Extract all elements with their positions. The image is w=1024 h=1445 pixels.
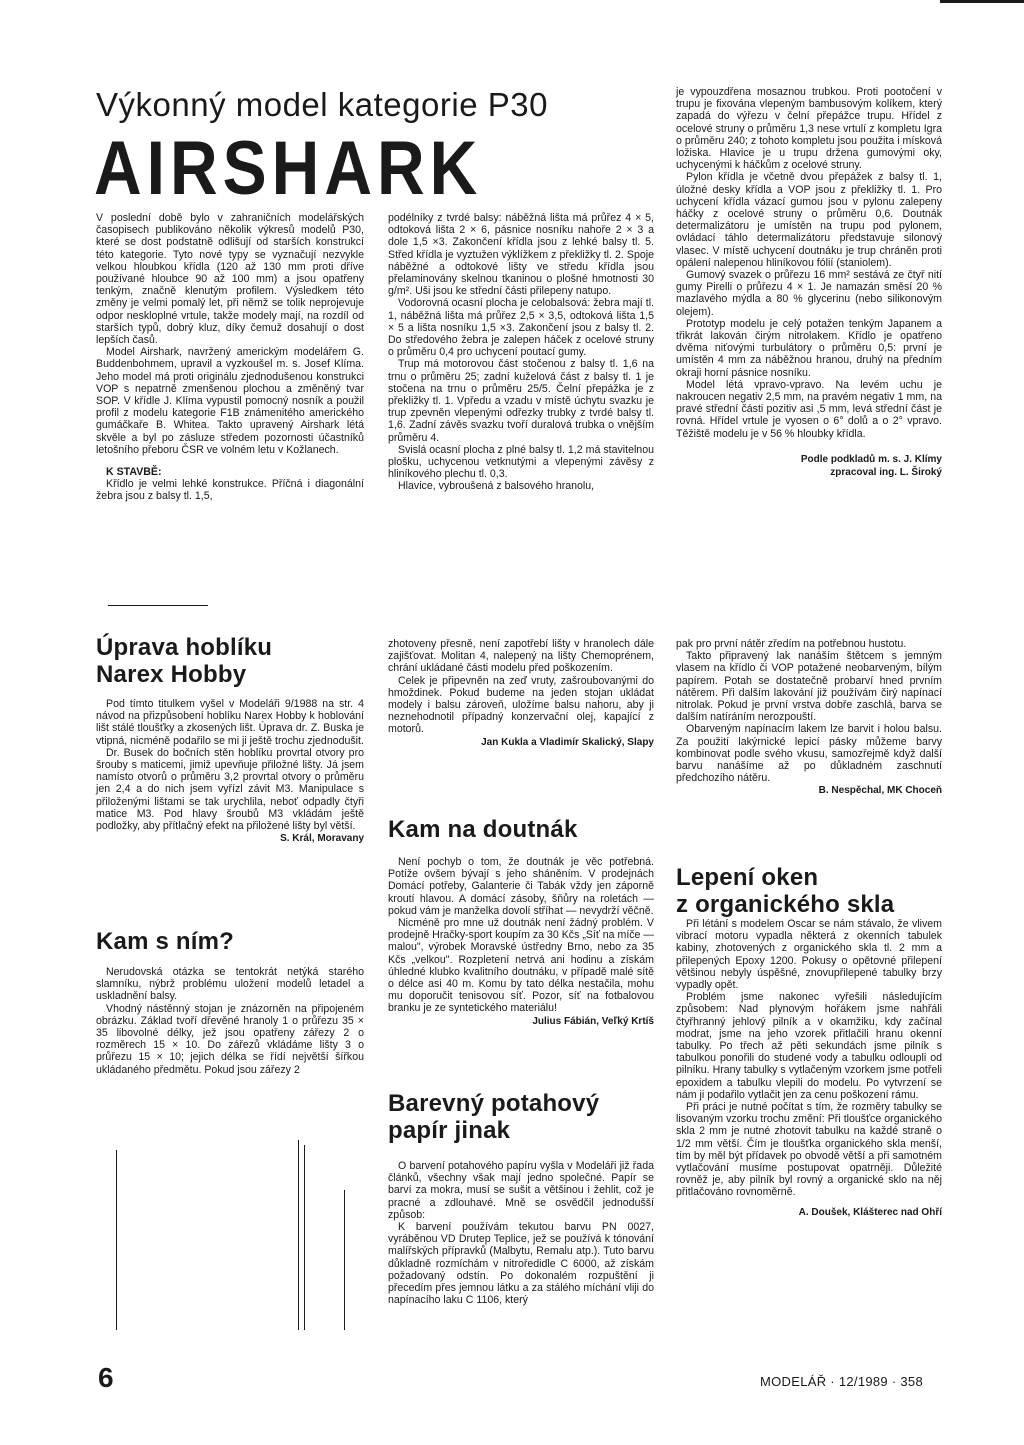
okna-paragraph: Při létání s modelem Oscar se nám stávalo, že vlivem vibrací motoru vypadla některá z okenních tabulek kabiny, zhotovených z organického skla tl. 2 mm a přilepených Epoxy 1200. Pokusy o opětovné přilepení většinou nebyly úspěšné, znovupřilepené tabulky brzy vypadly opět. xyxy=(676,918,942,992)
airshark-paragraph: Hlavice, vybroušená z balsového hranolu, xyxy=(398,480,595,493)
stand-drawing-line xyxy=(116,1150,117,1330)
airshark-paragraph: Pylon křídla je včetně dvou přepážek z balsy tl. 1, úložné desky křídla a VOP jsou z překližky tl. 1. Pro uchycení křídla vázací gumou jsou v pylonu zalepeny háčky z ocelové struny o průměru 0,6. Doutnák determalizátoru je umístěn na trupu pod pylonem, ovládací táhlo determalizátoru představuje silonový vlasec. V místě uchycení doutnáku je trup chráněn proti opálení nalepenou hliníkovou fólií (staniolem). xyxy=(676,171,942,269)
airshark-paragraph: Model létá vpravo-vpravo. Na levém uchu je nakroucen negativ 2,5 mm, na pravém negativ 1 mm, na pravé střední části pozitiv asi ,5 mm, levá střední část je rovná. Hřídel vrtule je vyosen o 6° dolů a o 2° vpravo. Těžiště modelu je v 56 % hloubky křídla. xyxy=(676,378,942,440)
article-kicker: Výkonný model kategorie P30 xyxy=(96,86,548,123)
barevny-column xyxy=(388,1160,654,1306)
stand-drawing-line xyxy=(344,1190,345,1330)
doutnak-paragraph: Není pochyb o tom, že doutnák je věc potřebná. Potíže ovšem bývají s jeho sháněním. V prodejnách Domácí potřeby, Galanterie či Tabák vždy jen záporně kroutí hlavou. A domácí zásoby, šňůry na roletách — pokud vám je manželka dovolí stříhat — nevydrží věčně. xyxy=(388,856,654,917)
hoblik-title xyxy=(96,634,366,688)
airshark-paragraph: Křídlo je velmi lehké konstrukce. Příčná i diagonální žebra jsou z balsy tl. 1,5, xyxy=(96,478,364,503)
airshark-paragraph: je vypouzdřena mosaznou trubkou. Proti pootočení v trupu je fixována vlepeným bambusovým kolíkem, který zapadá do výřezu v čelní přepážce trupu. Hřídel z ocelové struny o průměru 1,3 nese vrtulí z kompletu Igra o průměru 240; z tohoto kompletu jsou použita i mísková ložiska. Hlavice je u trupu držena gumovými oky, uchycenými k háčkům z ocelové struny. xyxy=(676,86,942,172)
kam-paragraph: Vhodný nástěnný stojan je znázorněn na připojeném obrázku. Základ tvoří dřevěné hranoly 1 o průřezu 35 × 35 libovolné délky, jež jsou opatřeny zářezy 2 o rozměrech 15 × 10. Do zářezů vkládáme lišty 3 o průřezu 15 × 10; jejich délka se řídí největší šířkou ukládaného předmětu. Pokud jsou zářezy 2 xyxy=(96,1002,364,1076)
magazine-issue: MODELÁŘ · 12/1989 · 358 xyxy=(760,1374,923,1389)
okna-column xyxy=(676,918,942,1219)
airshark-paragraph: Svislá ocasní plocha z plné balsy tl. 1,2 má stavitelnou plošku, uchycenou vetknutými a vlepenými závěsy z hliníkového plechu tl. 0,3. xyxy=(388,443,654,481)
stand-drawing-line xyxy=(298,1140,299,1330)
okna-title-line-1: Lepení oken xyxy=(676,864,819,891)
hoblik-title-line-1: Úprava hoblíku xyxy=(96,634,273,661)
hoblik-continuation xyxy=(388,638,654,749)
hoblik-title-line-2: Narex Hobby xyxy=(96,661,247,688)
hoblik-signature: S. Král, Moravany xyxy=(280,833,364,845)
doutnak-column xyxy=(388,856,654,1028)
airshark-signature-2: zpracoval ing. L. Široký xyxy=(830,467,942,479)
kam-paragraph: Nerudovská otázka se tentokrát netýká starého slamníku, nýbrž problému uložení modelů letadel a uskladnění balsy. xyxy=(96,966,364,1003)
top-edge-bar xyxy=(940,0,1024,3)
hoblik-paragraph: zhotoveny přesně, není zapotřebí lišty v hranolech dále zajišťovat. Molitan 4, nalepený na lišty Chemoprénem, chrání ukládané části modelu před poškozením. xyxy=(388,638,654,675)
okna-title xyxy=(676,864,946,918)
article-title: AIRSHARK xyxy=(94,125,483,211)
airshark-paragraph: Gumový svazek o průřezu 16 mm² sestává ze čtyř nití gumy Pirelli o průřezu 4 × 1. Je namazán směsí 20 % mazlavého mýdla a 80 % glycerinu (nebo silikonovým olejem). xyxy=(676,269,942,318)
airshark-paragraph: Prototyp modelu je celý potažen tenkým Japanem a třikrát lakován čirým nitrolakem. Křídlo je opatřeno dvěma niťovými turbulátory o průměru 0,5: první je umístěn 4 mm za náběžnou hranou, druhý na předním okraji horní pásnice nosníku. xyxy=(676,317,942,379)
airshark-paragraph: Trup má motorovou část stočenou z balsy tl. 1,6 na trnu o průměru 25; zadní kuželová část z balsy tl. 1 je stočena na trnu o průměru 25/5. Čelní přepážka je z překližky tl. 1. Vpředu a vzadu v místě úchytu svazku je trup zpevněn vlepenými odřezky trubky z tvrdé balsy tl. 1,6. Zadní závěs svazku tvoří duralová trubka o vnějším průměru 4. xyxy=(388,358,654,444)
doutnak-signature: Julius Fábián, Veľký Krtíš xyxy=(532,1015,654,1027)
okna-title-line-2: z organického skla xyxy=(676,891,895,918)
barevny-signature: B. Nespěchal, MK Choceň xyxy=(818,785,942,797)
construction-subheading: K STAVBĚ: xyxy=(106,466,162,479)
airshark-signature-1: Podle podkladů m. s. J. Klímy xyxy=(800,453,942,465)
airshark-column-2 xyxy=(388,212,654,493)
doutnak-title: Kam na doutnák xyxy=(388,816,578,843)
airshark-paragraph: Model Airshark, navržený americkým modelářem G. Buddenbohmem, upravil a vyzkoušel m. s. Josef Klíma. Jeho model má proti originálu zjednodušenou konstrukci VOP s nepatrně zmenšenou plochou a změněný tvar SOP. V křídle J. Klíma vypustil pomocný nosník a použil profil z modelu kategorie F1B známenitého amerického gumáčkaře B. Whitea. Takto upravený Airshark létá skvěle a byl po zásluze středem pozornosti účastníků letošního přeboru ČSR ve volném letu v Kožlanech. xyxy=(96,346,364,456)
okna-paragraph: Problém jsme nakonec vyřešili následujícím způsobem: Nad plynovým hořákem jsme nahřáli čtyřhranný jehlový pilník a v okamžiku, kdy začínal modrat, jsme na jeho vzorek přitlačili hranu okenní tabulky. Po třech až pěti sekundách jsme pilník s tabulkou ponořili do studené vody a tabulku odloupli od pilníku. Hrany tabulky s vytlačeným vzorkem jsme potřeli epoxidem a tabulku vlepili do modelu. Po vytvrzení se nám ji podařilo vytlačit jen za cenu poškození rámu. xyxy=(676,991,942,1101)
barevny-paragraph: pak pro první nátěr zředím na potřebnou hustotu. xyxy=(676,638,907,650)
barevny-paragraph: K barvení používám tekutou barvu PN 0027, vyráběnou VD Drutep Teplice, jež se používá k tónování malířských přípravků (Malbytu, Remalu atp.). Tuto barvu důkladně rozmíchám v nitroředidle C 6000, až získám požadovaný odstín. Po dokonalém rozpuštění ji přecedím přes jemnou látku a za stálého míchání vliji do napínacího laku C 1106, který xyxy=(388,1221,654,1307)
kam-title: Kam s ním? xyxy=(96,928,235,955)
barevny-continuation xyxy=(676,638,942,798)
airshark-column-3 xyxy=(676,86,942,479)
kam-column xyxy=(96,966,364,1076)
page-number: 6 xyxy=(98,1362,114,1393)
hoblik-paragraph: Pod tímto titulkem vyšel v Modeláři 9/1988 na str. 4 návod na přizpůsobení hoblíku Narex Hobby k hoblování lišt stálé tloušťky a zkosených lišt. Úprava dr. Z. Buska je vtipná, nicméně podařilo se mi ji ještě trochu zjednodušit. xyxy=(96,698,364,747)
barevny-paragraph: Takto připravený lak nanáším štětcem s jemným vlasem na křídlo či VOP potažené neobarveným, bílým papírem. Potah se dostatečně probarví hned prvním nátěrem. Při dalším lakování již používám čirý napínací nitrolak. Pokud je první vrstva dobře zaschlá, barva se dalším natíráním nerozpouští. xyxy=(676,650,942,724)
stand-drawing-line xyxy=(304,1145,305,1330)
airshark-paragraph: Vodorovná ocasní plocha je celobalsová: žebra mají tl. 1, náběžná lišta má průřez 2,5 × 3,5, odtoková lišta 1,5 × 5 a lišta nosníku 1,5 ×3. Zakončení jsou z balsy tl. 2. Do středového žebra je zalepen háček z ocelové struny o průměru 0,4 pro uchycení poutací gumy. xyxy=(388,297,654,359)
barevny-paragraph: O barvení potahového papíru vyšla v Modeláři již řada článků, všechny však mají jedno společné. Papír se barví za mokra, musí se sušit a většinou i žehlit, což je pracné a zdlouhavé. Mně se osvědčil jednodušší způsob: xyxy=(388,1160,654,1221)
hoblik-signature-2: Jan Kukla a Vladimír Skalický, Slapy xyxy=(481,736,654,748)
hoblik-paragraph: Dr. Busek do bočních stěn hoblíku provrtal otvory pro šrouby s maticemi, jimiž upevňuje přiložné lišty. Já jsem namísto otvorů o průměru 3,2 provrtal otvory o průměru jen 2,4 a do nich jsem vyřízl závit M3. Manipulace s přiloženými lištami se tak urychlila, neboť odpadly čtyři matice M3. Pod hlavy šroubů M3 vkládám ještě podložky, aby přítlačný efekt na přiložené lišty byl větší. xyxy=(96,746,364,833)
hoblik-paragraph: Celek je připevněn na zeď vruty, zašroubovanými do hmoždinek. Pokud budeme na jeden stojan ukládat modely i balsu zároveň, uložíme balsu nahoru, aby ji neznehodnotil případný konzervační olej, kapající z motorů. xyxy=(388,674,654,736)
barevny-title-line-1: Barevný potahový xyxy=(388,1090,600,1117)
barevny-title-line-2: papír jinak xyxy=(388,1117,511,1144)
hoblik-column xyxy=(96,698,364,845)
barevny-paragraph: Obarveným napínacím lakem lze barvit i holou balsu. Za použití lakýrnické lepicí pásky můžeme barvy kombinovat podle svého vkusu, samozřejmě když další barvu nanášíme až po důkladném zaschnutí předchozího nátěru. xyxy=(676,723,942,785)
doutnak-paragraph: Nicméně pro mne už doutnák není žádný problém. V prodejně Hračky-sport koupím za 30 Kčs „Síť na míče — malou", výrobek Moravské ústředny Brno, nebo za 35 Kčs „velkou". Rozpletení netrvá ani hodinu a získám úhledné klubko kvalitního doutnáku, v případě malé sítě o délce asi 40 m. Komu by tato délka nestačila, mohu mu doporučit tenisovou síť. Pozor, síť na fotbalovou branku je ze syntetického materiálu! xyxy=(388,917,654,1015)
airshark-column-1 xyxy=(96,212,364,503)
okna-paragraph: Při práci je nutné počítat s tím, že rozměry tabulky se lisovaným vzorku trochu změní: Při tloušťce organického skla 2 mm je nutné zhotovit tabulku na každé straně o 1/2 mm větší. Čím je tloušťka organického skla menší, tím by měl být přídavek po obvodě větší a při samotném vytlačování musíme postupovat opatrněji. Důležité rovněž je, aby pilník byl rovný a organické sklo na něj přitlačováno rovnoměrně. xyxy=(676,1101,942,1199)
airshark-paragraph: V poslední době bylo v zahraničních modelářských časopisech publikováno několik výkresů modelů P30, které se dost podstatně odlišují od starších konstrukcí této kategorie. Tyto nové typy se vyznačují nezvykle velkou hloubkou křídla (120 až 130 mm proti dříve používané hloubce 90 až 100 mm) a jsou opatřeny tenkým, značně klenutým profilem. Výsledkem této změny je velmi pomalý let, při němž se tolik neprojevuje odpor neskloplné vrtule, takže modely mají, na rozdíl od starších typů, dobrý kluz, díky čemuž dosahují o dost lepších časů. xyxy=(96,212,364,347)
section-divider xyxy=(108,605,208,606)
okna-signature: A. Doušek, Klášterec nad Ohří xyxy=(798,1206,942,1218)
barevny-title xyxy=(388,1090,658,1144)
airshark-paragraph: podélníky z tvrdé balsy: náběžná lišta má průřez 4 × 5, odtoková lišta 2 × 6, pásnice nosníku nahoře 2 × 3 a dole 1,5 ×3. Zakončení křídla jsou z lehké balsy tl. 5. Střed křídla je vyztužen výklížkem z překližky tl. 2. Spoje náběžné a odtokové lišty ve středu křídla jsou přelaminovány skelnou tkaninou o plošné hmotnosti 30 g/m². Uši jsou ke střední části přilepeny natupo. xyxy=(388,212,654,298)
